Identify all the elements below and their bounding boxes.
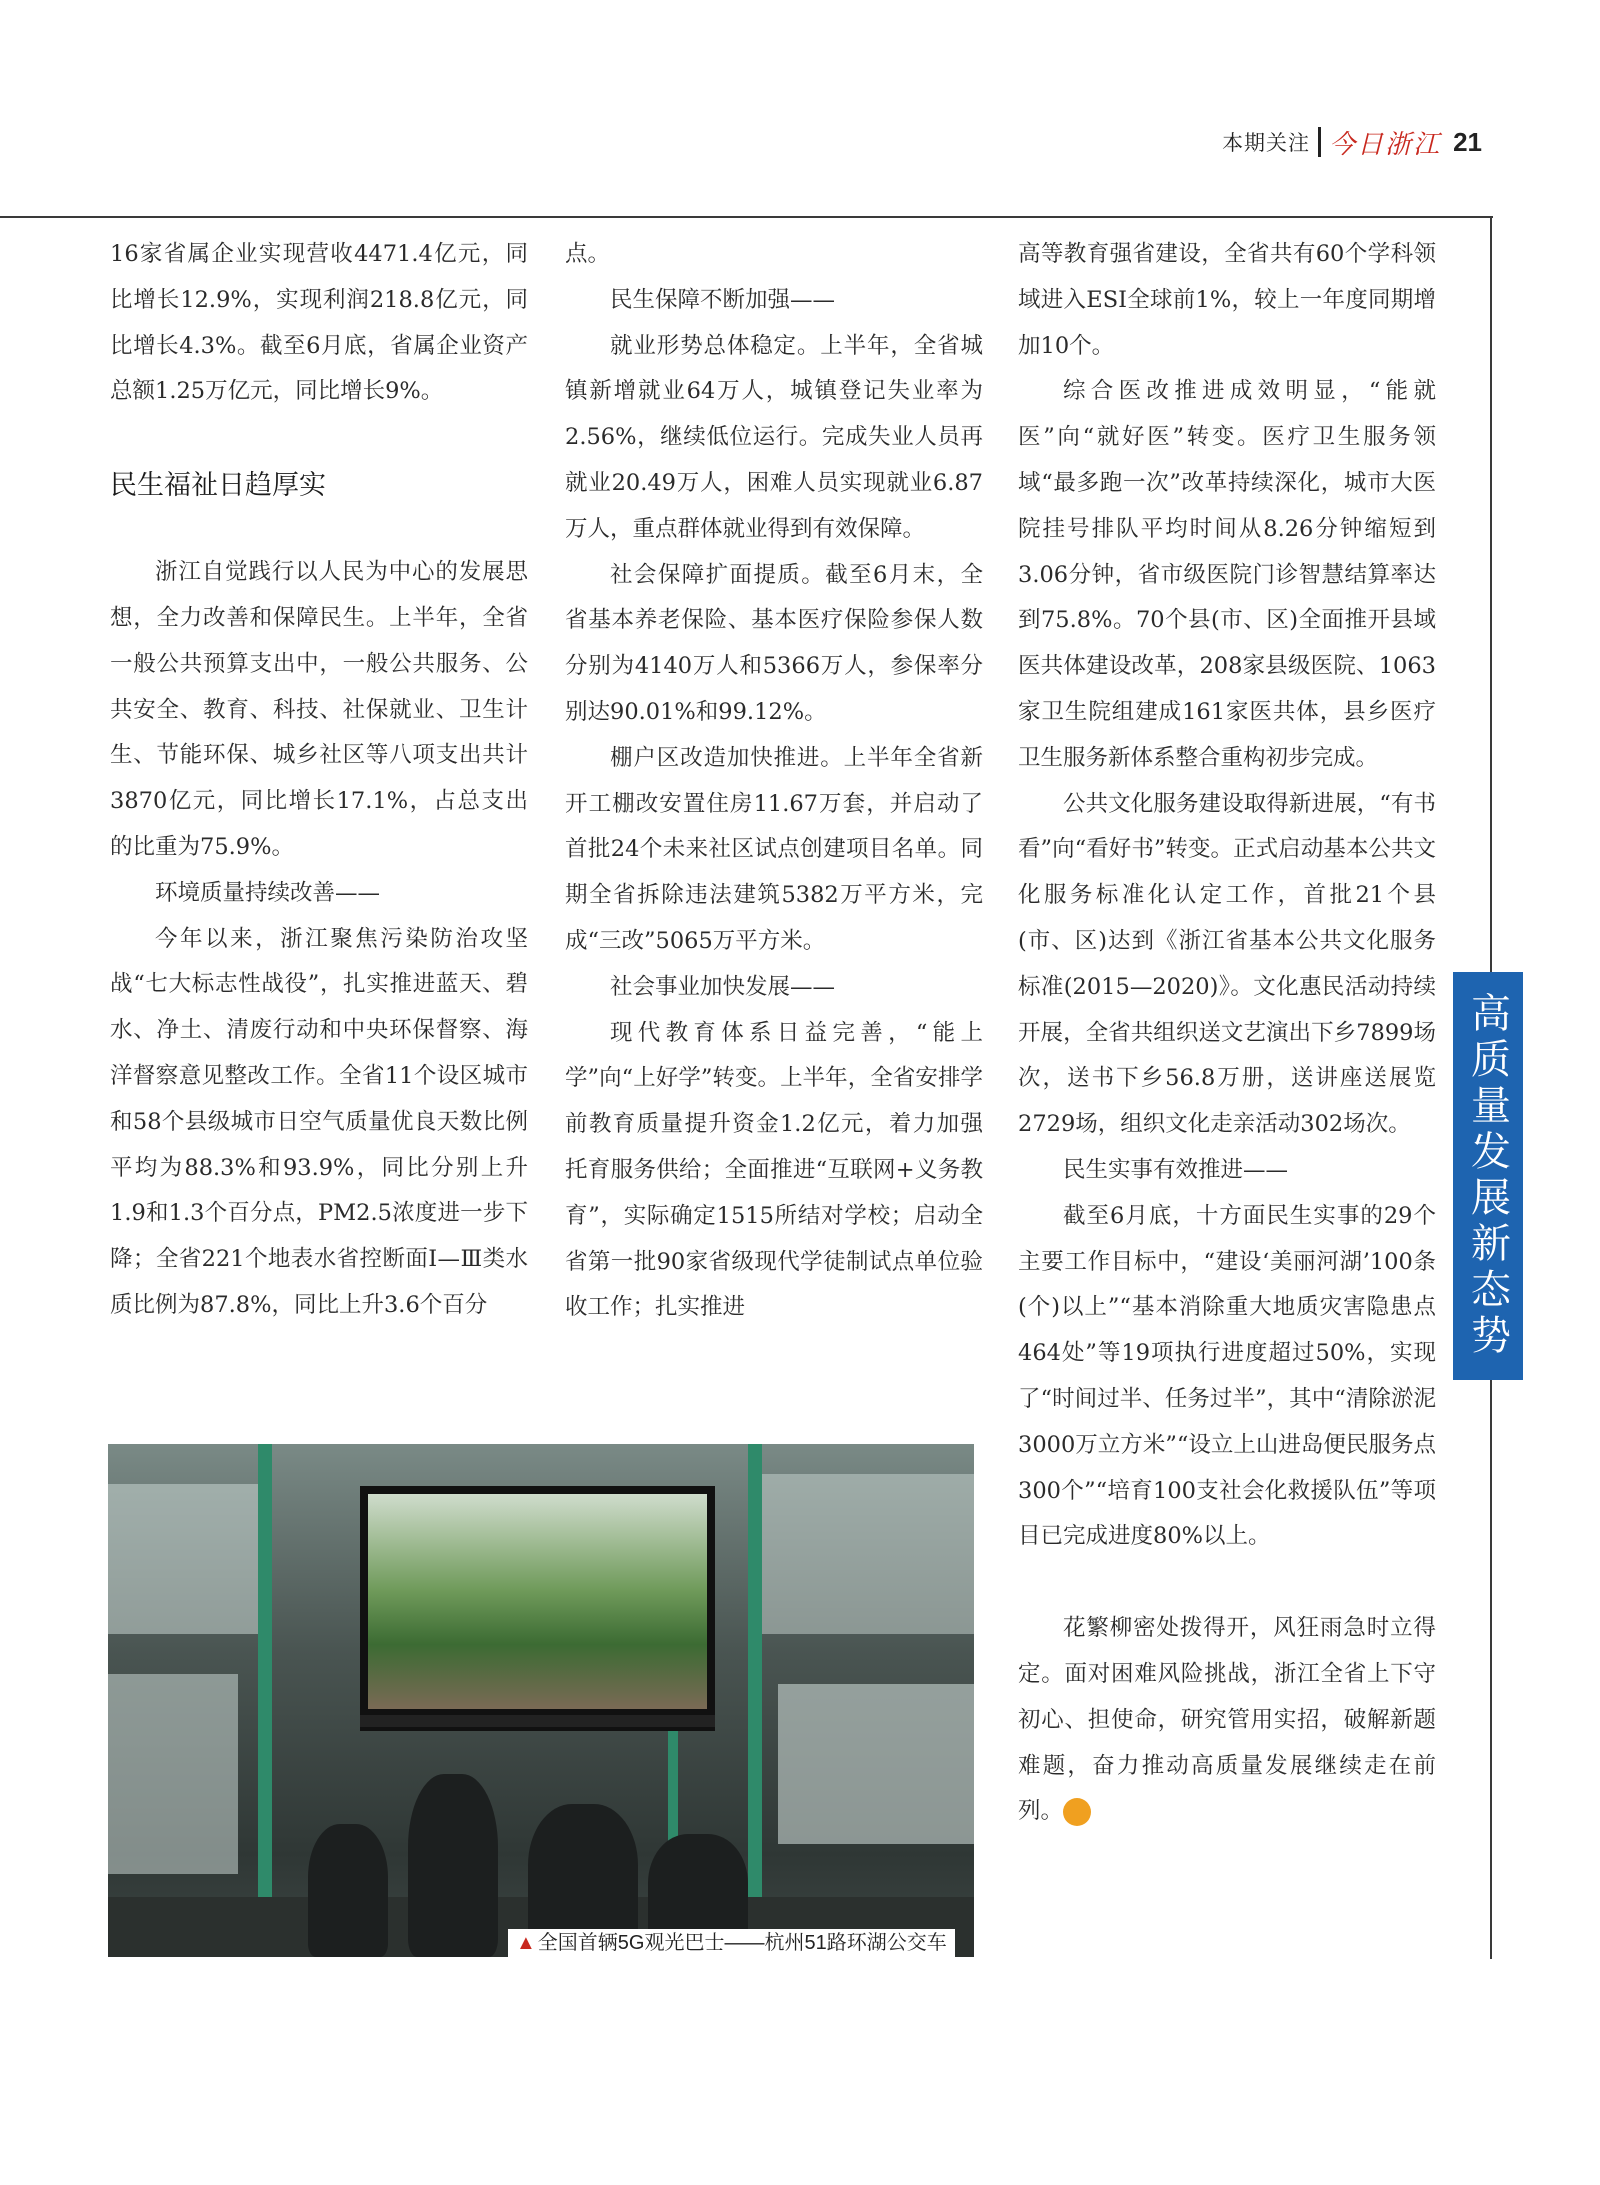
photo-caption bbox=[508, 1929, 955, 1957]
grab-pole bbox=[258, 1444, 272, 1957]
bus-window bbox=[108, 1484, 258, 1634]
magazine-logo: 今日浙江 bbox=[1329, 129, 1442, 160]
page-number: 21 bbox=[1453, 126, 1482, 157]
paragraph: 民生实事有效推进—— bbox=[1063, 1156, 1289, 1183]
screen-bezel bbox=[360, 1715, 715, 1727]
paragraph: 棚户区改造加快推进。上半年全省新开工棚改安置住房11.67万套，并启动了首批24个未来社区试点创建项目名单。同期全省拆除违法建筑5382万平方米，完成“三改”5065万平方米。 bbox=[565, 744, 983, 954]
paragraph: 点。 bbox=[565, 241, 611, 267]
section-heading: 民生福祉日趋厚实 bbox=[110, 470, 326, 501]
paragraph: 公共文化服务建设取得新进展，“有书看”向“看好书”转变。正式启动基本公共文化服务标准化认定工作，首批21个县(市、区)达到《浙江省基本公共文化服务标准(2015—2020)》。文化惠民活动持续开展，全省共组织送文艺演出下乡7899场次，送书下乡56.8万册，送讲座送展览2729场，组织文化走亲活动302场次。 bbox=[1018, 790, 1436, 1138]
paragraph: 现代教育体系日益完善，“能上学”向“上好学”转变。上半年，全省安排学前教育质量提升资金1.2亿元，着力加强托育服务供给；全面推进“互联网+义务教育”，实际确定1515所结对学校；启动全省第一批90家省级现代学徒制试点单位验收工作；扎实推进 bbox=[565, 1019, 983, 1321]
column-1 bbox=[110, 232, 528, 1329]
bus-window bbox=[108, 1674, 238, 1874]
caption-triangle-icon: ▲ bbox=[516, 1932, 536, 1954]
paragraph-gap bbox=[1018, 1560, 1436, 1606]
closing-text: 花繁柳密处拨得开，风狂雨急时立得定。面对困难风险挑战，浙江全省上下守初心、担使命，研究管用实招，破解新题难题，奋力推动高质量发展继续走在前列。 bbox=[1018, 1615, 1436, 1825]
paragraph: 社会事业加快发展—— bbox=[610, 973, 836, 1000]
passenger bbox=[408, 1774, 498, 1957]
bus-interior-photo bbox=[108, 1444, 974, 1957]
paragraph: 高等教育强省建设，全省共有60个学科领域进入ESI全球前1%，较上一年度同期增加10个。 bbox=[1018, 241, 1436, 359]
side-tab-label: 高质量发展新态势 bbox=[1464, 992, 1511, 1360]
screen-scene bbox=[368, 1494, 707, 1709]
closing-paragraph bbox=[1018, 1606, 1436, 1835]
column-3 bbox=[1018, 232, 1436, 1835]
header-divider bbox=[1318, 127, 1321, 157]
section-label: 本期关注 bbox=[1222, 132, 1311, 155]
end-mark-icon: 今 bbox=[1063, 1798, 1091, 1826]
paragraph: 今年以来，浙江聚焦污染防治攻坚战“七大标志性战役”，扎实推进蓝天、碧水、净土、清废行动和中央环保督察、海洋督察意见整改工作。全省11个设区城市和58个县级城市日空气质量优良天数比例平均为88.3%和93.9%，同比分别上升1.9和1.3个百分点，PM2.5浓度进一步下降；全省221个地表水省控断面Ⅰ—Ⅲ类水质比例为87.8%，同比上升3.6个百分 bbox=[110, 925, 528, 1318]
paragraph: 截至6月底，十方面民生实事的29个主要工作目标中，“建设‘美丽河湖’100条(个)以上”“基本消除重大地质灾害隐患点464处”等19项执行进度超过50%，实现了“时间过半、任务过半”，其中“清除淤泥3000万立方米”“设立上山进岛便民服务点300个”“培育100支社会化救援队伍”等项目已完成进度80%以上。 bbox=[1018, 1202, 1436, 1550]
side-tab bbox=[1453, 972, 1523, 1380]
video-screen bbox=[360, 1486, 715, 1731]
paragraph: 浙江自觉践行以人民为中心的发展思想，全力改善和保障民生。上半年，全省一般公共预算支出中，一般公共服务、公共安全、教育、科技、社保就业、卫生计生、节能环保、城乡社区等八项支出共计3870亿元，同比增长17.1%，占总支出的比重为75.9%。 bbox=[110, 559, 528, 860]
grab-pole bbox=[748, 1444, 762, 1957]
passenger bbox=[308, 1824, 388, 1957]
bus-window bbox=[778, 1684, 974, 1844]
paragraph: 综合医改推进成效明显，“能就医”向“就好医”转变。医疗卫生服务领域“最多跑一次”改革持续深化，城市大医院挂号排队平均时间从8.26分钟缩短到3.06分钟，省市级医院门诊智慧结算率达到75.8%。70个县(市、区)全面推开县域医共体建设改革，208家县级医院、1063家卫生院组建成161家医共体，县乡医疗卫生服务新体系整合重构初步完成。 bbox=[1018, 378, 1436, 771]
paragraph: 16家省属企业实现营收4471.4亿元，同比增长12.9%，实现利润218.8亿元，同比增长4.3%。截至6月底，省属企业资产总额1.25万亿元，同比增长9%。 bbox=[110, 241, 528, 405]
bus-window bbox=[748, 1474, 974, 1634]
paragraph: 就业形势总体稳定。上半年，全省城镇新增就业64万人，城镇登记失业率为2.56%，继续低位运行。完成失业人员再就业20.49万人，困难人员实现就业6.87万人，重点群体就业得到有效保障。 bbox=[565, 332, 983, 542]
top-rule bbox=[0, 216, 1493, 218]
paragraph: 社会保障扩面提质。截至6月末，全省基本养老保险、基本医疗保险参保人数分别为4140万人和5366万人，参保率分别达90.01%和99.12%。 bbox=[565, 561, 983, 725]
column-2 bbox=[565, 232, 983, 1331]
page-header bbox=[1222, 122, 1482, 162]
paragraph: 环境质量持续改善—— bbox=[155, 879, 381, 906]
paragraph: 民生保障不断加强—— bbox=[610, 286, 836, 313]
caption-text: 全国首辆5G观光巴士——杭州51路环湖公交车 bbox=[537, 1932, 947, 1954]
